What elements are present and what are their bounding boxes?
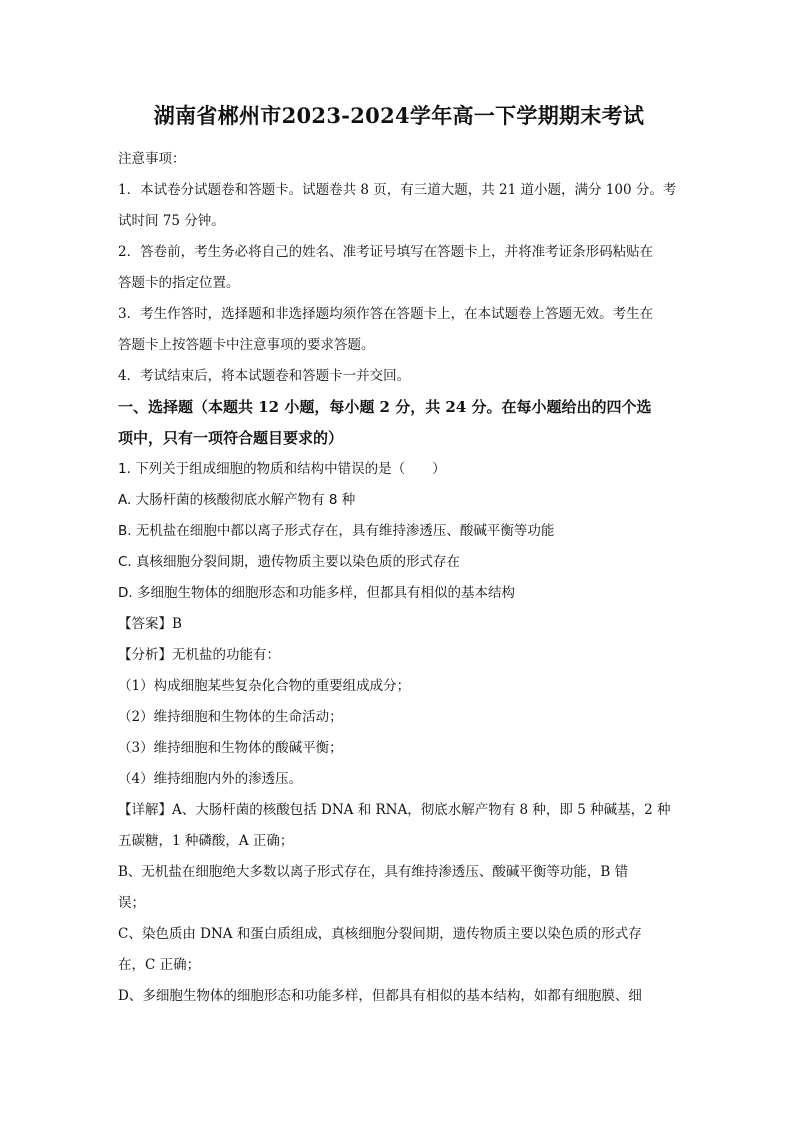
option-d: D. 多细胞生物体的细胞形态和功能多样，但都具有相似的基本结构 [118, 585, 515, 601]
notice-item-2-line-1: 2．答卷前，考生务必将自己的姓名、准考证号填写在答题卡上，并将准考证条形码粘贴在 [118, 244, 654, 260]
detail-c-line-1: C、染色质由 DNA 和蛋白质组成，真核细胞分裂间期，遗传物质主要以染色质的形式存 [118, 926, 642, 942]
detail-a-line-1: 【详解】A、大肠杆菌的核酸包括 DNA 和 RNA，彻底水解产物有 8 种，即 5 种碱基，2 种 [118, 802, 671, 818]
document-page [118, 100, 680, 1012]
detail-c-line-2: 在，C 正确； [118, 957, 201, 973]
analysis-point-2: （2）维持细胞和生物体的生命活动； [118, 709, 343, 725]
analysis-point-4: （4）维持细胞内外的渗透压。 [118, 771, 303, 787]
answer-line: 【答案】B [118, 616, 182, 632]
section-heading-line-1: 一、选择题（本题共 12 小题，每小题 2 分，共 24 分。在每小题给出的四个选 [118, 398, 652, 416]
analysis-intro: 【分析】无机盐的功能有： [118, 647, 280, 663]
detail-a-line-2: 五碳糖，1 种磷酸，A 正确； [118, 833, 294, 849]
notice-item-3-line-2: 答题卡上按答题卡中注意事项的要求答题。 [118, 337, 375, 353]
option-b: B. 无机盐在细胞中都以离子形式存在，具有维持渗透压、酸碱平衡等功能 [118, 523, 555, 539]
detail-b-line-1: B、无机盐在细胞绝大多数以离子形式存在，具有维持渗透压、酸碱平衡等功能，B 错 [118, 864, 629, 880]
notice-item-4-line-1: 4．考试结束后，将本试题卷和答题卡一并交回。 [118, 368, 411, 384]
page-title: 湖南省郴州市2023-2024学年高一下学期期末考试 [153, 103, 645, 128]
detail-b-line-2: 误； [118, 895, 145, 911]
analysis-point-1: （1）构成细胞某些复杂化合物的重要组成成分； [118, 678, 411, 694]
option-c: C. 真核细胞分裂间期，遗传物质主要以染色质的形式存在 [118, 554, 461, 570]
notice-item-3-line-1: 3．考生作答时，选择题和非选择题均须作答在答题卡上，在本试题卷上答题无效。考生在 [118, 306, 654, 322]
section-heading-line-2: 项中，只有一项符合题目要求的） [118, 429, 344, 447]
notice-item-2-line-2: 答题卡的指定位置。 [118, 275, 240, 291]
question-stem: 1. 下列关于组成细胞的物质和结构中错误的是（ ） [118, 461, 446, 477]
notice-heading: 注意事项： [118, 151, 186, 167]
detail-d-line-1: D、多细胞生物体的细胞形态和功能多样，但都具有相似的基本结构，如都有细胞膜、细 [118, 988, 642, 1004]
notice-item-1-line-2: 试时间 75 分钟。 [118, 213, 225, 229]
notice-item-1-line-1: 1．本试卷分试题卷和答题卡。试题卷共 8 页，有三道大题，共 21 道小题，满分 100 分。考 [118, 182, 677, 198]
analysis-point-3: （3）维持细胞和生物体的酸碱平衡； [118, 740, 343, 756]
option-a: A. 大肠杆菌的核酸彻底水解产物有 8 种 [118, 492, 356, 508]
